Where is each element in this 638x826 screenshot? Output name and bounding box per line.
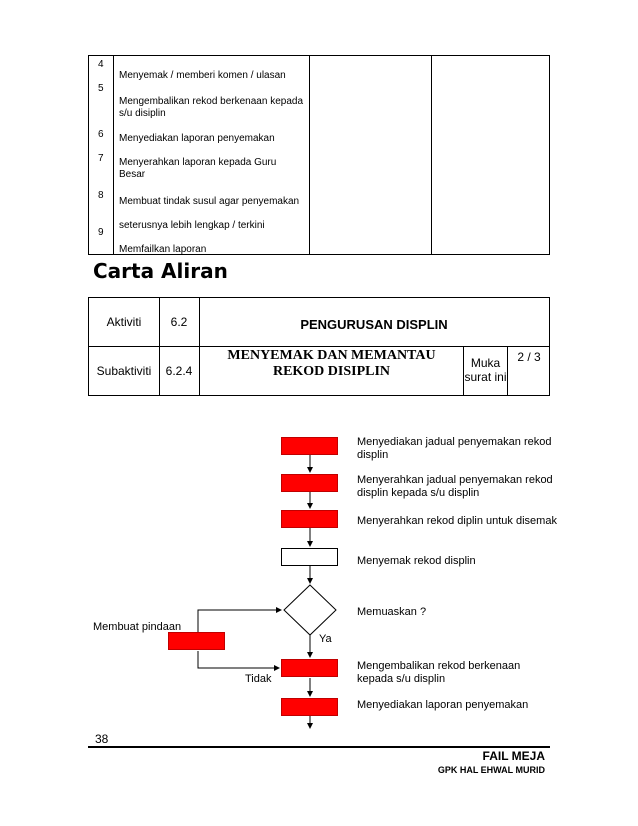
footer-divider (88, 746, 550, 748)
aktiviti-label: Aktiviti (106, 315, 142, 329)
footer-title: FAIL MEJA (482, 749, 545, 763)
no-label: Tidak (245, 673, 272, 685)
aktiviti-title: PENGURUSAN DISPLIN (300, 316, 448, 332)
page-number: 38 (95, 732, 109, 746)
amendment-label: Membuat pindaan (93, 621, 182, 633)
amendment-box (168, 632, 225, 650)
step-number: 4 (98, 59, 104, 70)
decision-diamond (284, 585, 336, 635)
step-text: Menyerahkan laporan kepada Guru Besar (119, 157, 277, 180)
section-title: Carta Aliran (93, 259, 228, 283)
flow-label: Mengembalikan rekod berkenaan kepada s/u displin (357, 660, 521, 685)
page-of: 2 / 3 (517, 350, 541, 364)
flow-label: Menyerahkan jadual penyemakan rekod displin kepada s/u displin (357, 474, 553, 499)
flow-label: Memuaskan ? (357, 606, 427, 618)
flow-label: Menyemak rekod displin (357, 555, 476, 567)
step-text: Menyediakan laporan penyemakan (119, 133, 275, 144)
process-box (281, 437, 338, 455)
process-box (281, 548, 338, 566)
subaktiviti-number: 6.2.4 (165, 364, 193, 378)
process-box (281, 698, 338, 716)
subaktiviti-title: MENYEMAK DAN MEMANTAU REKOD DISIPLIN (227, 348, 436, 379)
process-box (281, 510, 338, 528)
yes-label: Ya (319, 633, 332, 645)
flow-label: Menyerahkan rekod diplin untuk disemak (357, 515, 557, 527)
footer-subtitle: GPK HAL EHWAL MURID (437, 765, 545, 775)
aktiviti-number: 6.2 (170, 315, 188, 329)
step-text: seterusnya lebih lengkap / terkini (119, 220, 265, 231)
flow-label: Menyediakan laporan penyemakan (357, 699, 529, 711)
step-number: 9 (98, 227, 104, 238)
step-number: 5 (98, 83, 104, 94)
step-number: 8 (98, 190, 104, 201)
step-text: Mengembalikan rekod berkenaan kepada s/u disiplin (119, 96, 304, 119)
step-number: 6 (98, 129, 104, 140)
process-box (281, 474, 338, 492)
step-text: Memfailkan laporan (119, 244, 207, 255)
step-text: Membuat tindak susul agar penyemakan (119, 196, 300, 207)
subaktiviti-label: Subaktiviti (96, 364, 152, 378)
process-box (281, 659, 338, 677)
flow-label: Menyediakan jadual penyemakan rekod displin (357, 436, 552, 461)
muka-surat-label: Muka surat ini (464, 356, 507, 384)
step-number: 7 (98, 153, 104, 164)
step-text: Menyemak / memberi komen / ulasan (119, 70, 286, 81)
